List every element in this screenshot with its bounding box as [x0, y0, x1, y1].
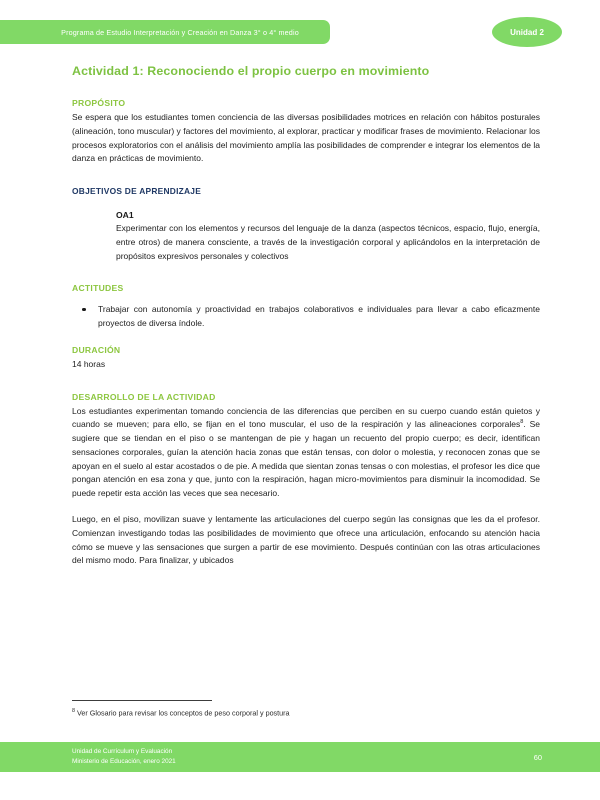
- section-heading-duracion: DURACIÓN: [72, 344, 121, 355]
- actitudes-list: [72, 303, 540, 331]
- footer-line-2: Ministerio de Educación, enero 2021: [72, 758, 176, 765]
- document-content: [72, 64, 540, 568]
- page-header: [0, 20, 600, 44]
- oa-description: Experimentar con los elementos y recursos del lenguaje de la danza (aspectos técnicos, espacio, flujo, energía, entre otros) de manera consciente, a través de la investigación corporal y aplicándolos en la interpretación de propósitos expresivos personales y colectivos: [116, 223, 540, 261]
- section-heading-proposito: PROPÓSITO: [72, 98, 126, 108]
- footnote-number: 8: [72, 708, 75, 714]
- desarrollo-p1-part2: . Se sugiere que se tiendan en el piso o se mantengan de pie y hagan un recuento del propio cuerpo; es decir, identifican sensaciones corporales, guían la atención hacia zonas que están tensas, con dolor o molestia, y reconocen zonas que se apoyan en el suelo al estar acostados o de pie. A medida que sientan zonas tensas o con molestias, el profesor les dice que pongan atención en esa zona y que, junto con la respiración, hagan micro-movimientos para disminuir la incomodidad. Se puede repetir esta acción las veces que sea necesario.: [72, 419, 540, 499]
- desarrollo-paragraph-1: [72, 405, 540, 501]
- oa-block: [116, 210, 540, 263]
- page-number: 60: [533, 752, 542, 762]
- section-proposito: [72, 98, 540, 166]
- proposito-text: Se espera que los estudiantes tomen conciencia de las diversas posibilidades motrices en relación con hábitos posturales (alineación, tono muscular) y factores del movimiento, al explorar, practicar y modificar frases de movimiento. Relacionar los procesos exploratorios con el análisis del movimiento amplía las posibilidades de comprender e integrar los elementos de la danza en prácticas de movimiento.: [72, 112, 540, 164]
- unit-badge: [492, 17, 562, 47]
- footnote-entry: [72, 707, 540, 719]
- section-duracion: [72, 345, 540, 372]
- section-actitudes: [72, 283, 540, 331]
- section-heading-objetivos: OBJETIVOS DE APRENDIZAJE: [72, 186, 202, 197]
- footer-institution: [72, 747, 176, 767]
- footnote-body: Ver Glosario para revisar los conceptos de peso corporal y postura: [77, 708, 290, 718]
- footnote-reference-marker[interactable]: 8: [520, 419, 524, 426]
- section-heading-actitudes: ACTITUDES: [72, 283, 124, 294]
- oa-code: OA1: [116, 210, 134, 221]
- section-objetivos: [72, 186, 540, 263]
- section-desarrollo: [72, 392, 540, 568]
- program-banner: [0, 20, 330, 44]
- bullet-dot-icon: [82, 308, 86, 312]
- activity-title: Actividad 1: Reconociendo el propio cuerpo en movimiento: [72, 64, 430, 78]
- page-footer: [0, 742, 600, 772]
- footnote-divider: [72, 700, 212, 701]
- footnote-area: [72, 700, 540, 719]
- list-item: [72, 303, 540, 331]
- desarrollo-p1-part1: Los estudiantes experimentan tomando conciencia de las diferencias que perciben en su cuerpo cuando están quietos y cuando se mueven; para ello, se fijan en el tono muscular, el uso de la respiración y las alineaciones corporales: [72, 405, 540, 430]
- actitud-text: Trabajar con autonomía y proactividad en trabajos colaborativos e individuales para llevar a cabo eficazmente proyectos de diversa índole.: [98, 304, 540, 329]
- unit-badge-label: Unidad 2: [510, 27, 544, 37]
- program-label: Programa de Estudio Interpretación y Creación en Danza 3° o 4° medio: [61, 27, 299, 37]
- duracion-value: 14 horas: [72, 358, 106, 369]
- section-heading-desarrollo: DESARROLLO DE LA ACTIVIDAD: [72, 391, 216, 402]
- desarrollo-paragraph-2: Luego, en el piso, movilizan suave y lentamente las articulaciones del cuerpo según las consignas que les da el profesor. Comienzan investigando todas las posibilidades de movimiento que ofrece una articulación, enfocando su atención hacia cómo se mueve y las sensaciones que surgen a partir de ese movimiento. Después continúan con las otras articulaciones del mismo modo. Para finalizar, y ubicados: [72, 514, 540, 566]
- footer-line-1: Unidad de Currículum y Evaluación: [72, 748, 173, 756]
